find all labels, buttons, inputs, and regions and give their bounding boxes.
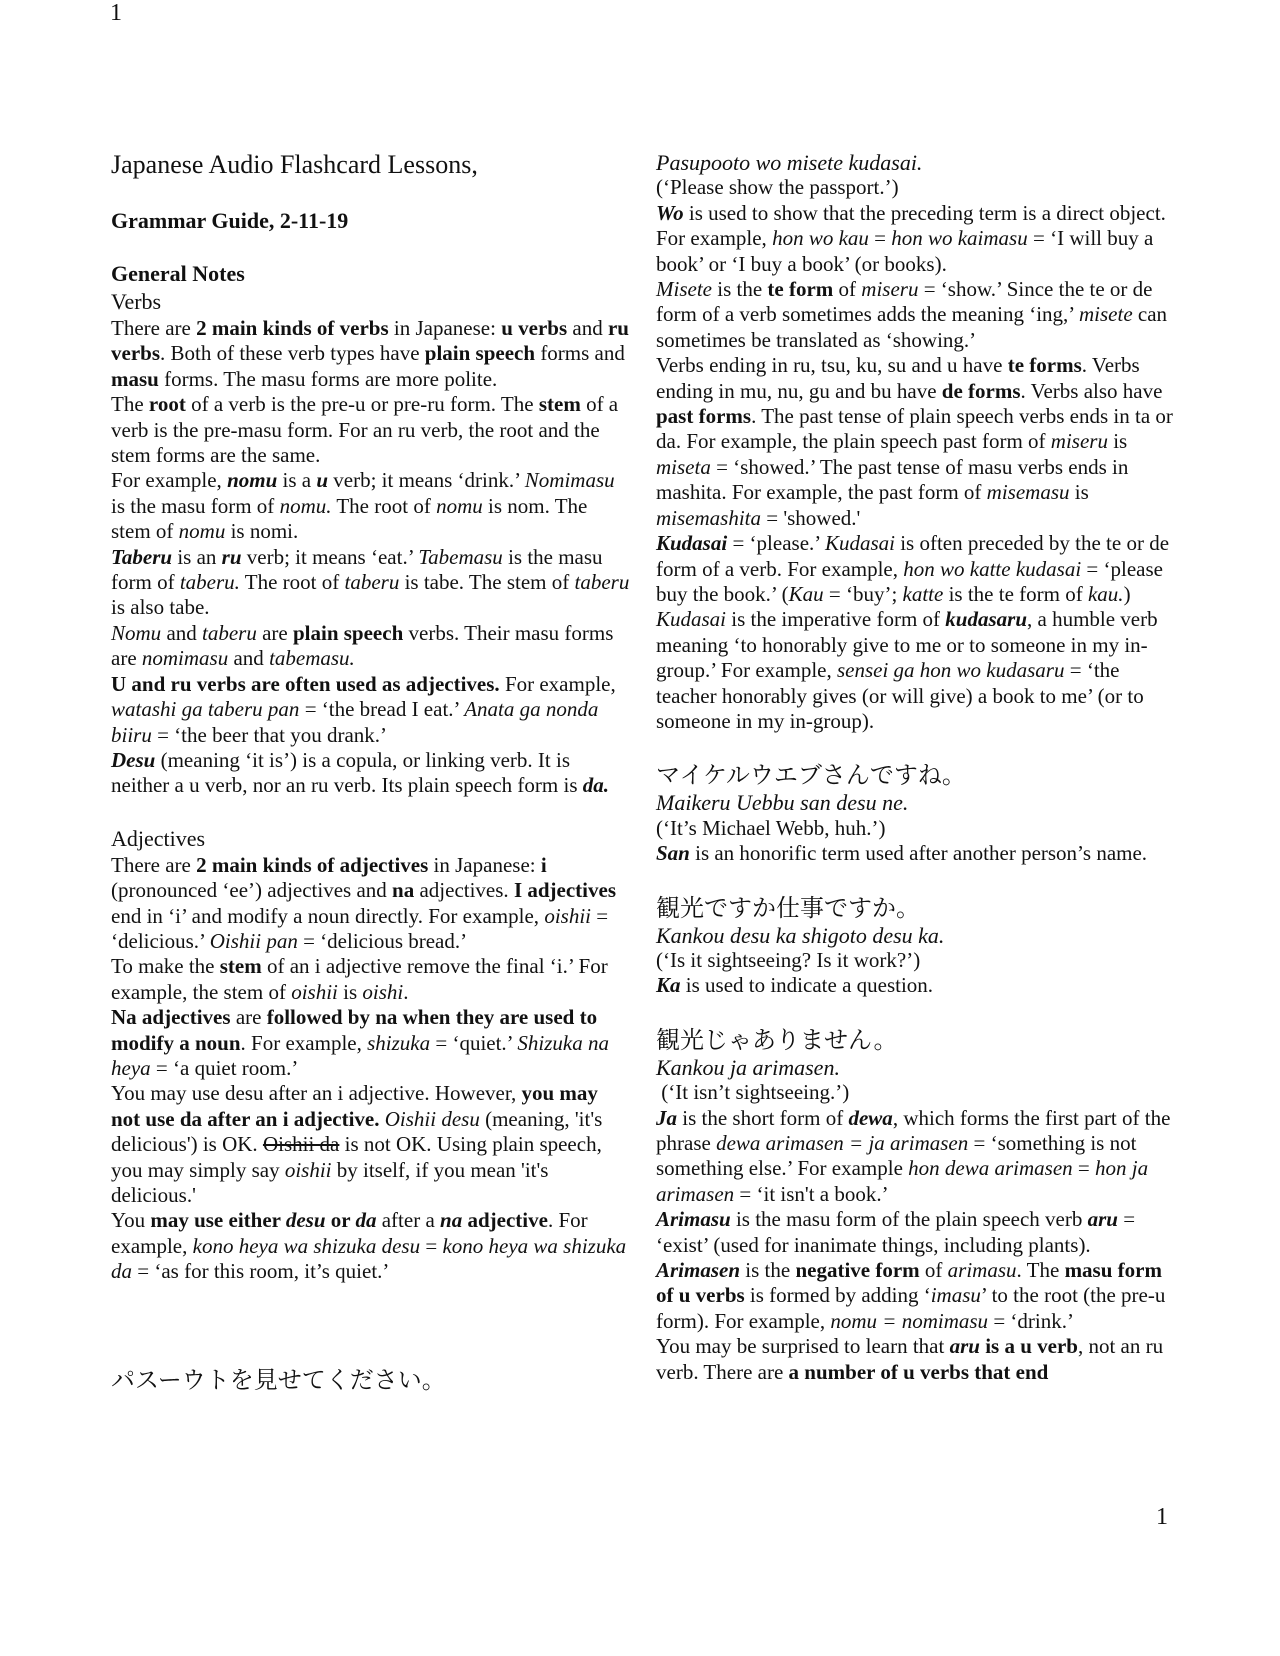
adjectives-heading: Adjectives [111,825,206,851]
japanese-sentence-webb: マイケルウエブさんですね。 [656,761,966,790]
verbs-paragraph-2: The root of a verb is the pre-u or pre-ru form. The stem of a verb is the pre-masu form. For an ru verb, the root and the stem forms are the same. [111,392,619,468]
japanese-sentence-passport: パスーウトを見せてください。 [111,1365,446,1394]
adjectives-paragraph-5: You may use either desu or da after a na adjective. For example, kono heya wa shizuka desu = kono heya wa shizuka da = ‘as for this room, it’s quiet.’ [111,1208,627,1284]
adjectives-paragraph-1: There are 2 main kinds of adjectives in Japanese: i (pronounced ‘ee’) adjectives and na adjectives. I adjectives end in ‘i’ and modify a noun directly. For example, oishii = ‘delicious.’ Oishii pan = ‘delicious bread.’ [111,852,616,953]
japanese-sentence-kankou-negative: 観光じゃありません。 [656,1025,898,1054]
webb-translation: (‘It’s Michael Webb, huh.’) [656,815,886,840]
passport-romaji: Pasupooto wo misete kudasai. [656,150,923,175]
ka-paragraph: Ka is used to indicate a question. [656,973,934,998]
kankou-negative-romaji: Kankou ja arimasen. [656,1054,840,1080]
wo-paragraph: Wo is used to show that the preceding term is a direct object. For example, hon wo kau = hon wo kaimasu = ‘I will buy a book’ or ‘I buy a book’ (or books). [656,200,1166,276]
verbs-paragraph-6: U and ru verbs are often used as adjectives. For example, watashi ga taberu pan = ‘the bread I eat.’ Anata ga nonda biiru = ‘the beer that you drank.’ [111,671,616,747]
passport-translation: (‘Please show the passport.’) [656,175,899,200]
document-title: Japanese Audio Flashcard Lessons, [111,150,478,179]
page-number-bottom: 1 [1156,1504,1168,1530]
japanese-sentence-kankou: 観光ですか仕事ですか。 [656,893,920,922]
adjectives-paragraph-2: To make the stem of an i adjective remove the final ‘i.’ For example, the stem of oishii is oishi. [111,954,608,1004]
te-forms-paragraph: Verbs ending in ru, tsu, ku, su and u have te forms. Verbs ending in mu, nu, gu and bu have de forms. Verbs also have past forms. The past tense of plain speech verbs ends in ta or da. For example, the plain speech past form of miseru is miseta = ‘showed.’ The past tense of masu verbs ends in mashita. For example, the past form of misemasu is misemashita = 'showed.' [656,353,1173,530]
kankou-romaji: Kankou desu ka shigoto desu ka. [656,922,945,948]
kankou-negative-translation: (‘It isn’t sightseeing.’) [656,1080,850,1105]
kudasai-paragraph: Kudasai = ‘please.’ Kudasai is often preceded by the te or de form of a verb. For example, hon wo katte kudasai = ‘please buy the book.’ (Kau = ‘buy’; katte is the te form of kau.) Kudasai is the imperative form of kudasaru, a humble verb meaning ‘to honorably give to me or to someone in my in-group.’ For example, sensei ga hon wo kudasaru = ‘the teacher honorably gives (or will give) a book to me’ (or to someone in my in-group). [656,531,1170,733]
verbs-paragraph-4: Taberu is an ru verb; it means ‘eat.’ Tabemasu is the masu form of taberu. The root of taberu is tabe. The stem of taberu is also tabe. [111,544,630,620]
adjectives-paragraph-4: You may use desu after an i adjective. However, you may not use da after an i adjective. Oishii desu (meaning, 'it's delicious') is OK. Oishii da is not OK. Using plain speech, you may simply say oishii by itself, if you mean 'it's delicious.' [111,1081,603,1207]
right-column [656,150,1176,1385]
arimasu-paragraph: Arimasu is the masu form of the plain speech verb aru = ‘exist’ (used for inanimate things, including plants). Arimasen is the negative form of arimasu. The masu form of u verbs is formed by adding ‘imasu’ to the root (the pre-u form). For example, nomu = nomimasu = ‘drink.’ [656,1207,1166,1333]
verbs-paragraph-7: Desu (meaning ‘it is’) is a copula, or linking verb. It is neither a u verb, nor an ru verb. Its plain speech form is da. [111,747,610,798]
verbs-paragraph-3: For example, nomu is a u verb; it means ‘drink.’ Nomimasu is the masu form of nomu. The root of nomu is nom. The stem of nomu is nomi. [111,468,615,544]
kankou-translation: (‘Is it sightseeing? Is it work?’) [656,947,921,972]
guide-title: Grammar Guide, 2-11-19 [111,208,349,233]
san-paragraph: San is an honorific term used after another person’s name. [656,841,1148,866]
verbs-heading: Verbs [111,289,162,314]
ja-paragraph: Ja is the short form of dewa, which forms the first part of the phrase dewa arimasen = ja arimasen = ‘something is not something else.’ For example hon dewa arimasen = hon ja arimasen = ‘it isn't a book.’ [656,1105,1171,1206]
left-column [111,150,631,1395]
struck-through-example: Oishii da [262,1132,340,1157]
verbs-paragraph-5: Nomu and taberu are plain speech verbs. Their masu forms are nomimasu and tabemasu. [111,620,614,671]
page-number-top: 1 [110,0,122,26]
general-notes-heading: General Notes [111,261,245,286]
aru-paragraph: You may be surprised to learn that aru is a u verb, not an ru verb. There are a number of u verbs that end [656,1334,1164,1384]
verbs-paragraph-1: There are 2 main kinds of verbs in Japanese: u verbs and ru verbs. Both of these verb types have plain speech forms and masu forms. The masu forms are more polite. [111,316,629,391]
misete-paragraph: Misete is the te form of miseru = ‘show.’ Since the te or de form of a verb sometimes adds the meaning ‘ing,’ misete can sometimes be translated as ‘showing.’ [656,277,1168,352]
adjectives-paragraph-3: Na adjectives are followed by na when they are used to modify a noun. For example, shizuka = ‘quiet.’ Shizuka na heya = ‘a quiet room.’ [111,1005,609,1080]
webb-romaji: Maikeru Uebbu san desu ne. [656,790,909,816]
